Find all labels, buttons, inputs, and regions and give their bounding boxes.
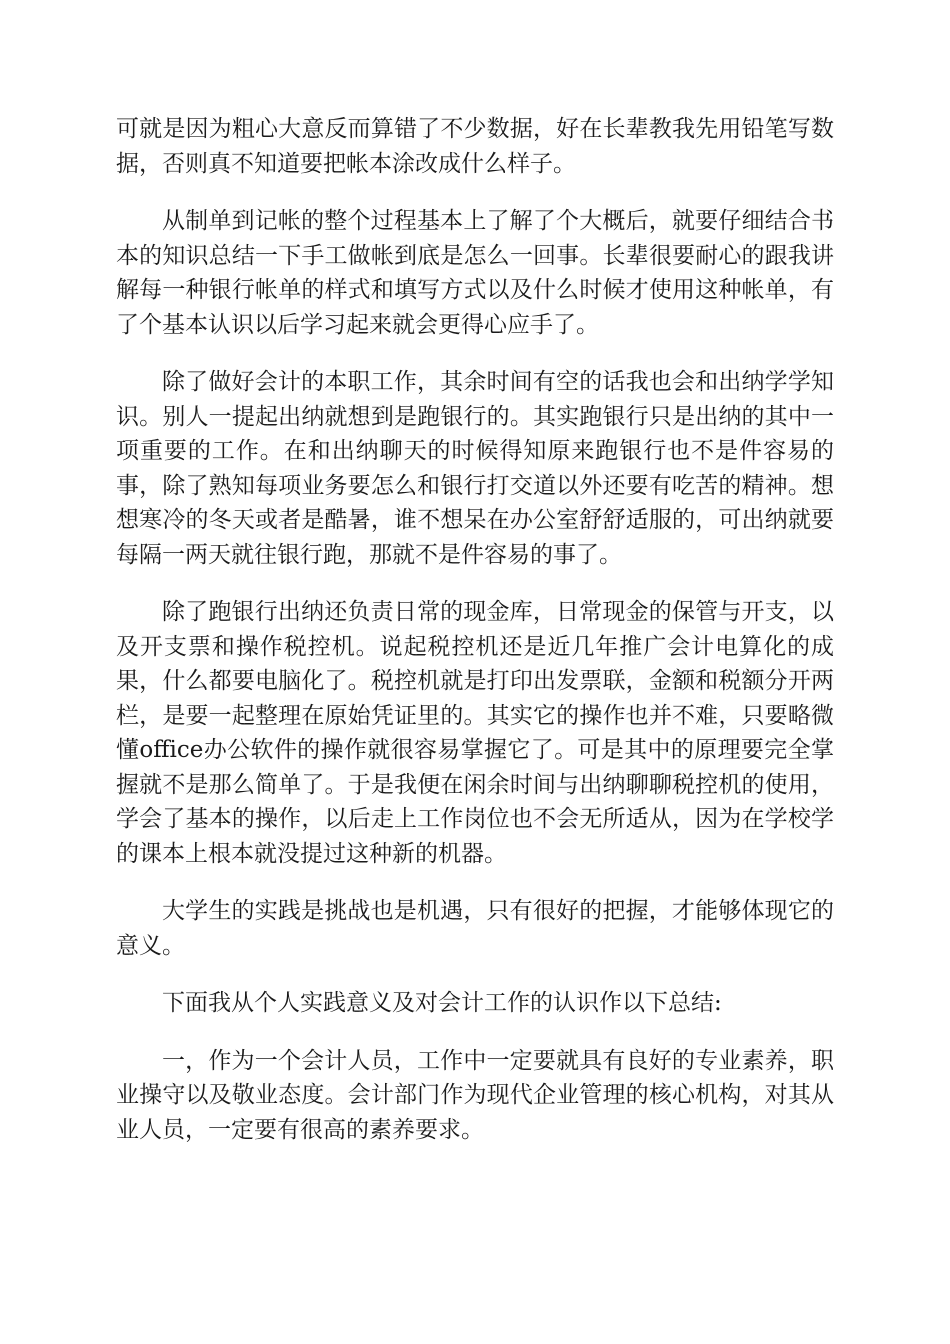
document-page [116, 112, 834, 1170]
paragraph-practice-meaning: 大学生的实践是挑战也是机遇，只有很好的把握，才能够体现它的意义。 [116, 898, 834, 959]
paragraph-summary-intro: 下面我从个人实践意义及对会计工作的认识作以下总结: [162, 990, 722, 1016]
paragraph-point-one: 一，作为一个会计人员，工作中一定要就具有良好的专业素养，职业操守以及敬业态度。会计部门作为现代企业管理的核心机构，对其从业人员，一定要有很高的素养要求。 [116, 1047, 834, 1143]
paragraph-cashier-learning: 除了做好会计的本职工作，其余时间有空的话我也会和出纳学学知识。别人一提起出纳就想到是跑银行的。其实跑银行只是出纳的其中一项重要的工作。在和出纳聊天的时候得知原来跑银行也不是件容易的事，除了熟知每项业务要怎么和银行打交道以外还要有吃苦的精神。想想寒冷的冬天或者是酷暑，谁不想呆在办公室舒舒适服的，可出纳就要每隔一两天就往银行跑，那就不是件容易的事了。 [116, 369, 834, 568]
paragraph-continuation: 可就是因为粗心大意反而算错了不少数据，好在长辈教我先用铅笔写数据，否则真不知道要把帐本涂改成什么样子。 [116, 116, 834, 177]
paragraph-bookkeeping-process: 从制单到记帐的整个过程基本上了解了个大概后，就要仔细结合书本的知识总结一下手工做帐到底是怎么一回事。长辈很要耐心的跟我讲解每一种银行帐单的样式和填写方式以及什么时候才使用这种帐单，有了个基本认识以后学习起来就会更得心应手了。 [116, 208, 834, 338]
paragraph-tax-control-machine: 除了跑银行出纳还负责日常的现金库，日常现金的保管与开支，以及开支票和操作税控机。说起税控机还是近几年推广会计电算化的成果，什么都要电脑化了。税控机就是打印出发票联，金额和税额分开两栏，是要一起整理在原始凭证里的。其实它的操作也并不难，只要略微懂office办公软件的操作就很容易掌握它了。可是其中的原理要完全掌握就不是那么简单了。于是我便在闲余时间与出纳聊聊税控机的使用，学会了基本的操作，以后走上工作岗位也不会无所适从，因为在学校学的课本上根本就没提过这种新的机器。 [116, 599, 834, 867]
